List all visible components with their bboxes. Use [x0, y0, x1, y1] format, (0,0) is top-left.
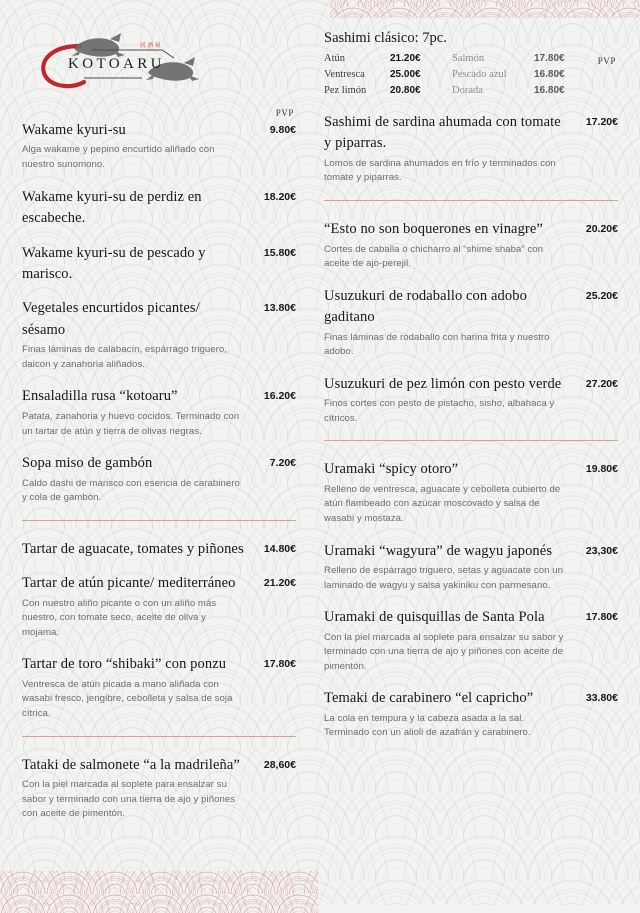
menu-section — [324, 112, 618, 186]
menu-item — [324, 286, 618, 360]
menu-item-name: Tartar de aguacate, tomates y piñones — [22, 540, 244, 557]
menu-item-price: 27.20€ — [585, 377, 618, 390]
logo-artwork — [22, 30, 212, 92]
menu-item-name: Wakame kyuri-su de pescado y marisco. — [22, 244, 206, 282]
menu-item-description: Finos cortes con pesto de pistacho, sisho, albahaca y cítricos. — [324, 398, 555, 424]
menu-item-body — [324, 688, 574, 741]
sashimi-price: 16.80€ — [534, 69, 565, 80]
menu-item — [22, 573, 296, 640]
menu-column-right — [314, 30, 618, 885]
menu-item-price: 14.80€ — [263, 542, 296, 555]
menu-item-price: 21.20€ — [263, 577, 296, 590]
menu-item — [324, 459, 618, 526]
menu-item-name: Ensaladilla rusa “kotoaru” — [22, 388, 178, 405]
menu-item-body — [22, 120, 252, 173]
menu-item-name: Wakame kyuri-su — [22, 122, 126, 138]
menu-section — [324, 219, 618, 426]
menu-item-description: Caldo dashi de marisco con esencia de carabinero y cola de gambón. — [22, 477, 240, 504]
menu-item-price: 15.80€ — [263, 246, 296, 259]
menu-item-price: 28,60€ — [263, 758, 296, 771]
sashimi-section-title: Sashimi clásico: 7pc. — [324, 30, 447, 46]
menu-item — [324, 374, 618, 427]
menu-item-name: Sashimi de sardina ahumada con tomate y piparras. — [324, 114, 561, 152]
menu-section — [324, 459, 618, 741]
logo-kanji: 居酒屋 — [140, 43, 163, 49]
menu-item-description: Finas láminas de calabacín, espárrago triguero, daicon y zanahoria aliñados. — [22, 344, 227, 370]
menu-item-price: 17.80€ — [585, 611, 618, 624]
menu-item — [324, 688, 618, 741]
menu-item-description: Con la piel marcada al soplete para ensalzar su sabor y terminado con una tierra de ajo y piñones con aceite de pimentón. — [22, 778, 236, 820]
sashimi-price: 25.00€ — [390, 69, 421, 80]
logo-wordmark: KOTOARU — [68, 56, 165, 72]
section-divider — [324, 440, 618, 441]
menu-section — [22, 755, 296, 822]
menu-item-name: Usuzukuri de rodaballo con adobo gaditano — [324, 287, 527, 326]
koi-fish-top-icon — [72, 33, 125, 57]
pvp-header-right: PVP — [597, 56, 616, 66]
menu-item-name: Wakame kyuri-su de perdiz en escabeche. — [22, 188, 202, 227]
menu-item-price: 9.80€ — [269, 124, 296, 136]
menu-item-name: Uramaki “spicy otoro” — [324, 461, 459, 478]
menu-item — [22, 755, 296, 822]
menu-column-left — [22, 30, 314, 885]
menu-item-body — [324, 112, 574, 186]
menu-item-body — [324, 607, 574, 674]
menu-item — [324, 219, 618, 272]
menu-item — [22, 654, 296, 721]
menu-item-name: Vegetales encurtidos picantes/ sésamo — [22, 300, 200, 338]
menu-item-body — [22, 755, 252, 822]
section-divider — [22, 736, 296, 737]
menu-item-price: 19.80€ — [585, 463, 618, 476]
menu-item-name: Tataki de salmonete “a la madrileña” — [22, 756, 240, 773]
menu-item-name: Sopa miso de gambón — [22, 455, 153, 472]
menu-item-description: Lomos de sardina ahumados en frío y terminados con tomate y piparras. — [324, 157, 556, 184]
menu-item-description: Con nuestro aliño picante o con un aliño más nuestro, con tomate seco, aceite de oliva y mojama. — [22, 597, 217, 638]
menu-item — [22, 386, 296, 439]
menu-item-body — [324, 219, 574, 272]
menu-item-body — [22, 654, 252, 721]
menu-item — [324, 541, 618, 594]
menu-item-price: 16.20€ — [263, 390, 296, 403]
sashimi-name: Pez limón — [324, 85, 367, 96]
left-sections-container — [22, 120, 296, 822]
menu-item-price: 25.20€ — [585, 289, 618, 302]
menu-item-name: Uramaki de quisquillas de Santa Pola — [324, 609, 545, 626]
menu-item — [22, 453, 296, 506]
menu-item-name: “Esto no son boquerones en vinagre” — [324, 221, 543, 238]
menu-item-body — [324, 541, 574, 594]
menu-item — [324, 112, 618, 186]
menu-item-price: 17.80€ — [263, 658, 296, 671]
menu-item — [22, 187, 296, 230]
menu-section — [22, 539, 296, 722]
menu-section — [22, 120, 296, 506]
menu-item — [324, 607, 618, 674]
menu-item-description: Finas láminas de rodaballo con harina frita y nuestro adobo. — [324, 331, 550, 358]
menu-item-body — [22, 243, 252, 286]
menu-item-price: 33.80€ — [585, 692, 618, 705]
menu-item-body — [324, 286, 574, 360]
section-divider — [22, 520, 296, 521]
menu-item — [22, 298, 296, 372]
menu-item-description: Relleno de espárrago triguero, setas y aguacate con un laminado de wagyu y salsa yakiniku con parmesano. — [324, 564, 563, 591]
right-sections-container — [324, 112, 618, 741]
menu-item-description: Ventresca de atún picada a mano aliñada con wasabi fresco, jengibre, cebolleta y salsa de soja cítrica. — [22, 678, 233, 719]
sashimi-price: 17.80€ — [534, 53, 565, 64]
menu-item-body — [22, 453, 252, 506]
menu-item-description: Cortes de caballa o chicharro al “shime shaba” con aceite de ajo-perejil. — [324, 243, 544, 270]
menu-item-name: Uramaki “wagyura” de wagyu japonés — [324, 542, 553, 559]
section-divider — [324, 200, 618, 201]
menu-item-price: 23,30€ — [585, 544, 618, 557]
menu-item-description: La cola en tempura y la cabeza asada a la sal. Terminado con un alioli de azafrán y carabinero. — [324, 712, 531, 739]
menu-item — [22, 243, 296, 286]
menu-item-body — [324, 459, 574, 526]
menu-item-body — [22, 539, 252, 560]
sashimi-name: Pescado azul — [452, 69, 507, 80]
menu-item-body — [324, 374, 574, 427]
menu-item-description: Con la piel marcada al soplete para ensalzar su sabor y terminado con una tierra de ajo y piñones con aceite de pimentón. — [324, 631, 564, 672]
sashimi-name: Ventresca — [324, 69, 365, 80]
menu-item-name: Tartar de atún picante/ mediterráneo — [22, 575, 236, 592]
sashimi-name: Atún — [324, 53, 345, 64]
menu-item-price: 13.80€ — [263, 302, 296, 315]
sashimi-price-grid — [324, 53, 618, 96]
menu-item-price: 18.20€ — [263, 190, 296, 203]
menu-item — [22, 120, 296, 173]
menu-item-body — [22, 298, 252, 372]
menu-item-price: 17.20€ — [585, 116, 618, 128]
sashimi-price: 16.80€ — [534, 85, 565, 96]
pvp-header-left: PVP — [275, 108, 294, 118]
menu-item — [22, 539, 296, 560]
menu-item-body — [22, 386, 252, 439]
menu-item-name: Temaki de carabinero “el capricho” — [324, 690, 534, 707]
menu-item-body — [22, 573, 252, 640]
sashimi-name: Dorada — [452, 85, 483, 96]
sashimi-name: Salmón — [452, 53, 485, 64]
sashimi-price: 20.80€ — [390, 85, 421, 96]
sashimi-price: 21.20€ — [390, 53, 421, 64]
restaurant-logo — [22, 30, 296, 92]
menu-item-name: Usuzukuri de pez limón con pesto verde — [324, 375, 562, 392]
menu-item-description: Patata, zanahoria y huevo cocidos. Terminado con un tartar de atún y tierra de olivas negras. — [22, 410, 240, 437]
menu-item-body — [22, 187, 252, 230]
menu-item-price: 7.20€ — [269, 457, 296, 470]
menu-item-price: 20.20€ — [585, 223, 618, 236]
menu-item-description: Alga wakame y pepino encurtido aliñado con nuestro sunomono. — [22, 144, 215, 171]
menu-item-name: Tartar de toro “shibaki” con ponzu — [22, 656, 227, 673]
menu-item-description: Relleno de ventresca, aguacate y cebolleta cubierto de atún flambeado con azúcar moscovado y salsa de wasabi y mostaza. — [324, 483, 561, 524]
